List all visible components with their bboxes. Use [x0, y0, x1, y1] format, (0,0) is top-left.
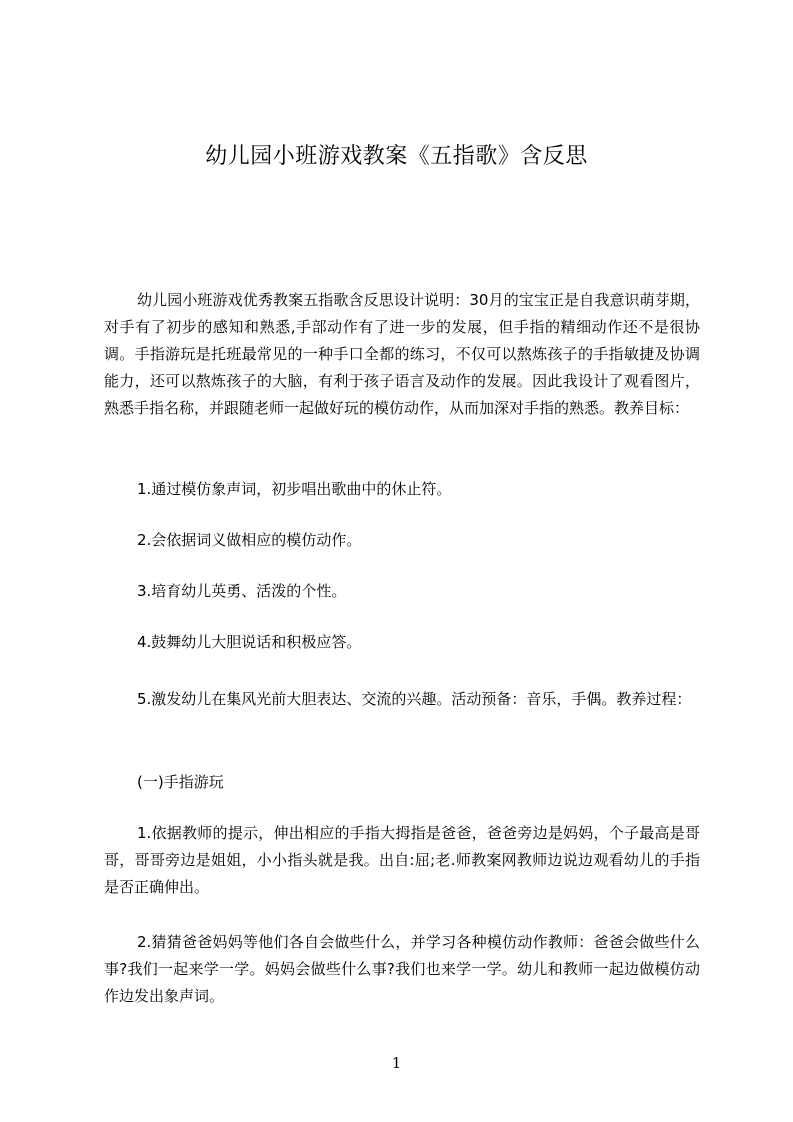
goal-item-5-block — [104, 686, 700, 713]
step-2-block — [104, 929, 700, 1010]
section-heading-block — [104, 769, 700, 796]
intro-paragraph: 幼儿园小班游戏优秀教案五指歌含反思设计说明：30月的宝宝正是自我意识萌芽期，对手有了初步的感知和熟悉,手部动作有了进一步的发展，但手指的精细动作还不是很协调。手指游玩是托班最常见的一种手口全都的练习，不仅可以熬炼孩子的手指敏捷及协调能力，还可以熬炼孩子的大脑，有利于孩子语言及动作的发展。因此我设计了观看图片，熟悉手指名称，并跟随老师一起做好玩的模仿动作，从而加深对手指的熟悉。教养目标： — [104, 291, 700, 417]
goal-item-1-block — [104, 476, 700, 503]
step-item: 1.依据教师的提示，伸出相应的手指大拇指是爸爸，爸爸旁边是妈妈，个子最高是哥哥，哥哥旁边是姐姐，小小指头就是我。出自:屈;老.师教案网教师边说边观看幼儿的手指是否正确伸出。 — [104, 824, 700, 896]
step-item: 2.猜猜爸爸妈妈等他们各自会做些什么，并学习各种模仿动作教师：爸爸会做些什么事?我们一起来学一学。妈妈会做些什么事?我们也来学一学。幼儿和教师一起边做模仿动作边发出象声词。 — [104, 933, 700, 1005]
intro-paragraph-block — [104, 287, 700, 422]
goal-item-2-block — [104, 527, 700, 554]
step-1-block — [104, 820, 700, 901]
page-number: 1 — [391, 1054, 402, 1072]
goal-item: 5.激发幼儿在集风光前大胆表达、交流的兴趣。活动预备：音乐，手偶。教养过程： — [137, 690, 692, 708]
goal-item-4-block — [104, 629, 700, 656]
page-title: 幼儿园小班游戏教案《五指歌》含反思 — [205, 144, 588, 169]
goal-item: 2.会依据词义做相应的模仿动作。 — [137, 531, 362, 549]
goal-item: 4.鼓舞幼儿大胆说话和积极应答。 — [137, 633, 362, 651]
section-heading: (一)手指游玩 — [137, 773, 224, 791]
goal-item: 1.通过模仿象声词，初步唱出歌曲中的休止符。 — [137, 480, 452, 498]
goal-item: 3.培育幼儿英勇、活泼的个性。 — [137, 582, 347, 600]
goal-item-3-block — [104, 578, 700, 605]
